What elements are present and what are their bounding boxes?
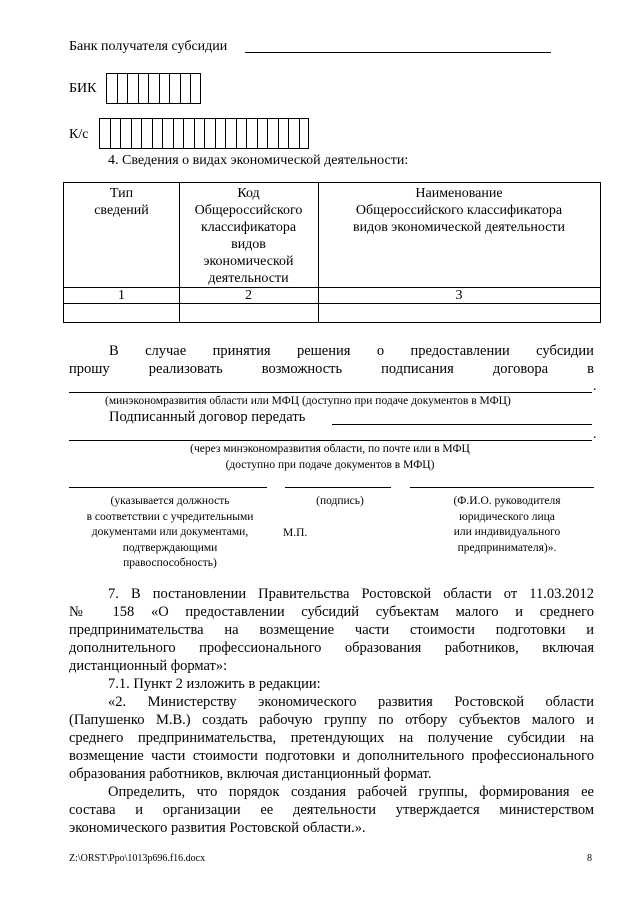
transfer-input-line-2[interactable] [69, 440, 592, 441]
footer-file-path: Z:\ORST\Ppo\1013p696.f16.docx [69, 853, 206, 864]
bik-digit-boxes[interactable] [106, 73, 201, 104]
ks-label: К/с [69, 127, 89, 142]
transfer-caption: (через минэкономразвития области, по почте или в МФЦ (доступно при подаче документов в МФЦ) [190, 443, 470, 471]
table-col-number-3: 3 [455, 288, 463, 303]
page-number: 8 [587, 853, 592, 864]
bank-label: Банк получателя субсидии [69, 39, 228, 54]
table-col-number-2: 2 [245, 288, 252, 303]
fio-caption: (Ф.И.О. руководителя юридического лица или индивидуального предпринимателя)». [453, 495, 561, 554]
table-header-code: Код Общероссийского классификатора видов экономической деятельности [194, 186, 303, 286]
signature-caption: (подпись) [316, 495, 364, 507]
position-line[interactable] [69, 487, 267, 488]
amend-paragraph-7: 7. В постановлении Правительства Ростовской области от 11.03.2012 № 158 «О предоставлении субсидий субъектам малого и среднего предпринимательства на возмещение части стоимости подготовки и дополнительного профессионального образования работников, включая дистанционный формат»: [69, 586, 594, 674]
transfer-label: Подписанный договор передать [109, 409, 306, 425]
decision-line-2: прошу реализовать возможность подписания договора в [69, 361, 594, 377]
stamp-label: М.П. [283, 527, 308, 539]
amend-paragraph-7-1: 7.1. Пункт 2 изложить в редакции: [108, 676, 321, 692]
section4-title: 4. Сведения о видах экономической деятельности: [108, 153, 409, 168]
end-dot-1: . [593, 379, 597, 394]
table-header-name: Наименование Общероссийского классификатора видов экономической деятельности [352, 186, 566, 235]
table-header-type: Тип сведений [94, 186, 149, 218]
amend-paragraph-3: Определить, что порядок создания рабочей группы, формирования ее состава и организации ее деятельности утверждается министерством экономического развития Ростовской области.». [69, 784, 594, 836]
decision-line-1: В случае принятия решения о предоставлении субсидии [109, 343, 594, 359]
signature-line[interactable] [285, 487, 391, 488]
fio-line[interactable] [410, 487, 594, 488]
amend-paragraph-2: «2. Министерству экономического развития Ростовской области (Папушенко М.В.) создать рабочую группу по отбору субъектов малого и среднего предпринимательства, претендующих на получение субсидии на возмещение части стоимости подготовки и дополнительного профессионального образования работников, включая дистанционный формат. [69, 694, 594, 782]
okved-table [63, 182, 601, 323]
ks-digit-boxes[interactable] [99, 118, 309, 149]
bik-label: БИК [69, 81, 97, 96]
transfer-input-line-1[interactable] [332, 424, 592, 425]
table-col-number-1: 1 [118, 288, 125, 303]
bank-input-line[interactable] [245, 52, 551, 53]
position-caption: (указывается должность в соответствии с учредительными документами или документами, подтверждающими правоспособность) [86, 495, 254, 569]
recipient-caption: (минэкономразвития области или МФЦ (доступно при подаче документов в МФЦ) [105, 395, 511, 407]
end-dot-2: . [593, 427, 597, 442]
